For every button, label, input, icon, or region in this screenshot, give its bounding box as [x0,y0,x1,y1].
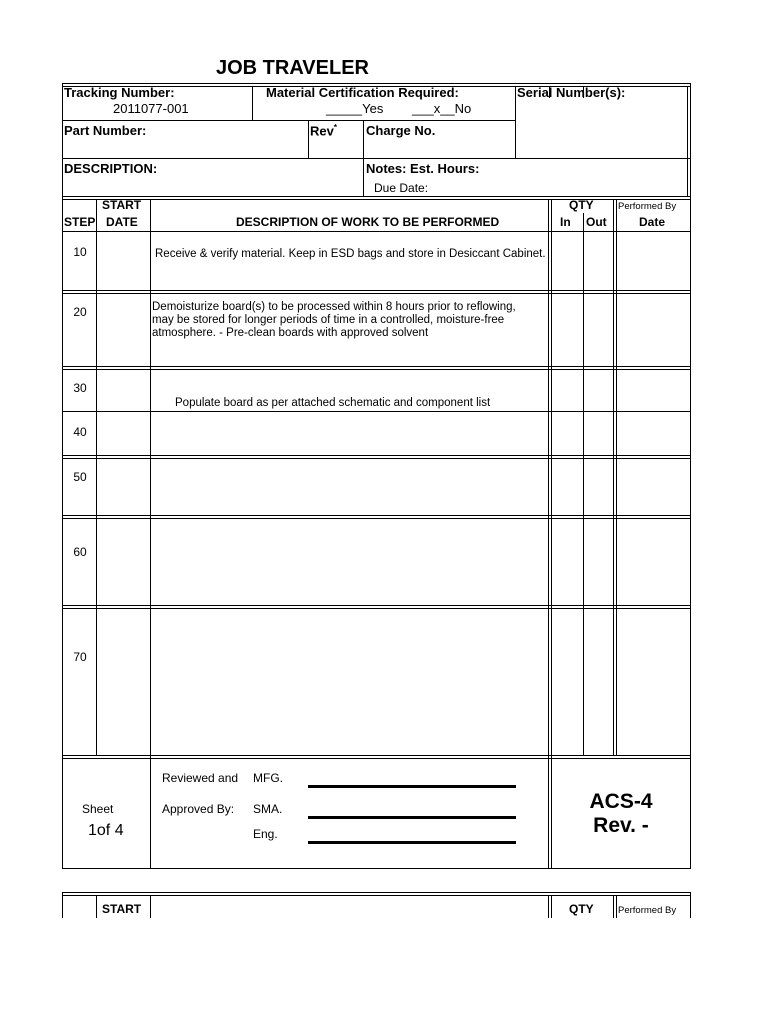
step-number: 70 [73,650,87,664]
document-revision: Rev. - [593,814,649,837]
mfg-signature-line[interactable] [308,785,516,788]
col-qty-out: Out [586,215,607,229]
part-number-label: Part Number: [64,123,147,138]
document-code: ACS-4 [589,790,653,813]
col-work-description: DESCRIPTION OF WORK TO BE PERFORMED [236,215,500,229]
next-col-qty: QTY [569,902,594,916]
sma-label: SMA. [253,802,283,816]
step-description: Populate board as per attached schematic and component list [175,397,491,409]
material-cert-yes: _____Yes [326,101,384,116]
next-col-start: START [102,902,142,916]
sheet-label: Sheet [82,802,114,816]
step-description: Receive & verify material. Keep in ESD bags and store in Desiccant Cabinet. [155,248,546,260]
step-number: 60 [73,545,87,559]
step-number: 30 [73,381,87,395]
step-number: 20 [73,305,87,319]
rev-label: Rev* [310,123,337,139]
step-number: 50 [73,470,87,484]
next-col-performed-by: Performed By [618,905,677,916]
tracking-label: Tracking Number: [64,85,175,100]
step-description: Demoisturize board(s) to be processed within 8 hours prior to reflowing, may be stored for longer periods of time in a controlled, moisture-free atmosphere. - Pre-clean boards with approved solvent [152,301,516,339]
due-date-label: Due Date: [374,181,429,195]
material-cert-no: ___x__No [412,101,472,116]
charge-no-label: Charge No. [366,123,436,138]
eng-signature-line[interactable] [308,841,516,844]
step-number: 40 [73,425,87,439]
description-label: DESCRIPTION: [64,161,158,176]
approved-label: Approved By: [162,802,235,816]
col-start: START [102,198,142,212]
serial-label: Serial Number(s): [517,85,626,100]
sma-signature-line[interactable] [308,816,516,819]
reviewed-label: Reviewed and [162,771,239,785]
mfg-label: MFG. [253,771,283,785]
eng-label: Eng. [253,827,278,841]
notes-est-hours-label: Notes: Est. Hours: [366,161,480,176]
col-performed-by: Performed By [618,201,677,212]
col-date: DATE [106,215,138,229]
page-title: JOB TRAVELER [216,57,369,79]
col-qty-in: In [560,215,571,229]
col-performed-date: Date [639,215,666,229]
material-cert-label: Material Certification Required: [266,85,459,100]
col-step: STEP [64,215,96,229]
step-number: 10 [73,245,87,259]
sheet-value: 1of 4 [88,822,124,839]
tracking-value: 2011077-001 [113,101,189,116]
col-qty: QTY [569,198,594,212]
